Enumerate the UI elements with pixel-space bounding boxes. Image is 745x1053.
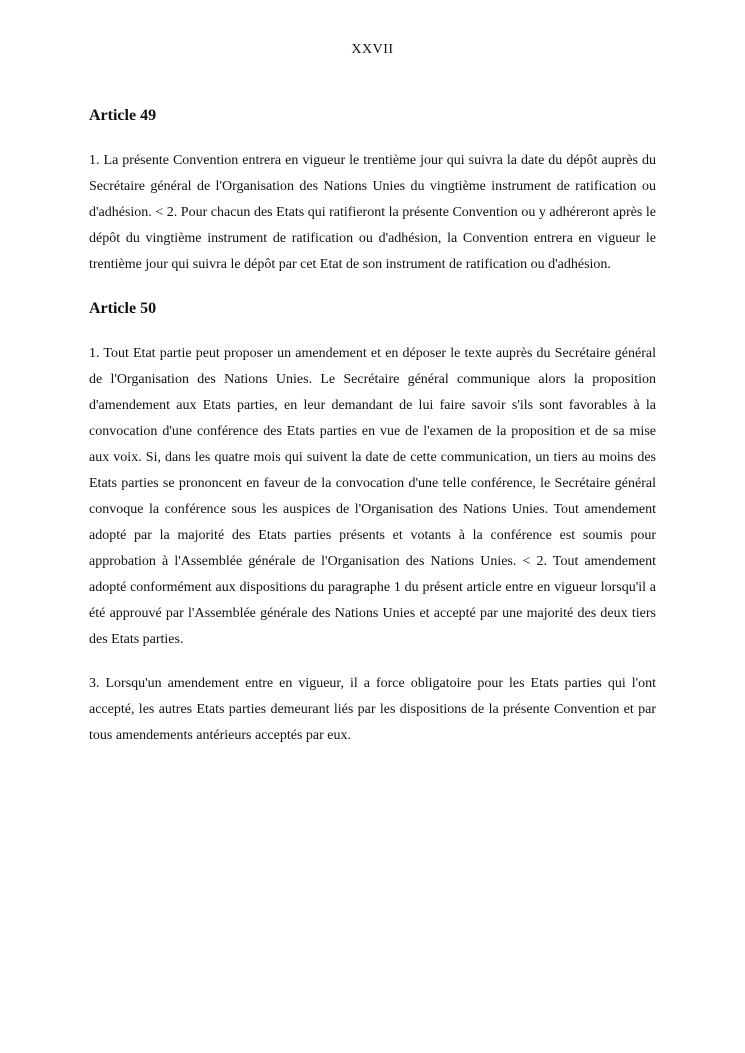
article-paragraph: 3. Lorsqu'un amendement entre en vigueur, il a force obligatoire pour les Etats parties qui l'ont accepté, les autres Etats parties demeurant liés par les dispositions de la présente Convention et par tous amendements antérieurs acceptés par eux. [89, 676, 656, 743]
document-body [89, 104, 656, 749]
article-title: Article 49 [89, 107, 157, 124]
article-50 [89, 297, 656, 749]
page-number: XXVII [351, 42, 394, 57]
article-paragraph: 1. Tout Etat partie peut proposer un amendement et en déposer le texte auprès du Secrétaire général de l'Organisation des Nations Unies. Le Secrétaire général communique alors la proposition d'amendement aux Etats parties, en leur demandant de lui faire savoir s'ils sont favorables à la convocation d'une conférence des Etats parties en vue de l'examen de la proposition et de sa mise aux voix. Si, dans les quatre mois qui suivent la date de cette communication, un tiers au moins des Etats parties se prononcent en faveur de la convocation d'une telle conférence, le Secrétaire général convoque la conférence sous les auspices de l'Organisation des Nations Unies. Tout amendement adopté par la majorité des Etats parties présents et votants à la conférence est soumis pour approbation à l'Assemblée générale de l'Organisation des Nations Unies. < 2. Tout amendement adopté conformément aux dispositions du paragraphe 1 du présent article entre en vigueur lorsqu'il a été approuvé par l'Assemblée générale des Nations Unies et accepté par une majorité des deux tiers des Etats parties. [89, 346, 656, 647]
article-49 [89, 104, 656, 278]
article-paragraph: 1. La présente Convention entrera en vigueur le trentième jour qui suivra la date du dépôt auprès du Secrétaire général de l'Organisation des Nations Unies du vingtième instrument de ratification ou d'adhésion. < 2. Pour chacun des Etats qui ratifieront la présente Convention ou y adhéreront après le dépôt du vingtième instrument de ratification ou d'adhésion, la Convention entrera en vigueur le trentième jour qui suivra le dépôt par cet Etat de son instrument de ratification ou d'adhésion. [89, 153, 656, 272]
article-title: Article 50 [89, 300, 157, 317]
